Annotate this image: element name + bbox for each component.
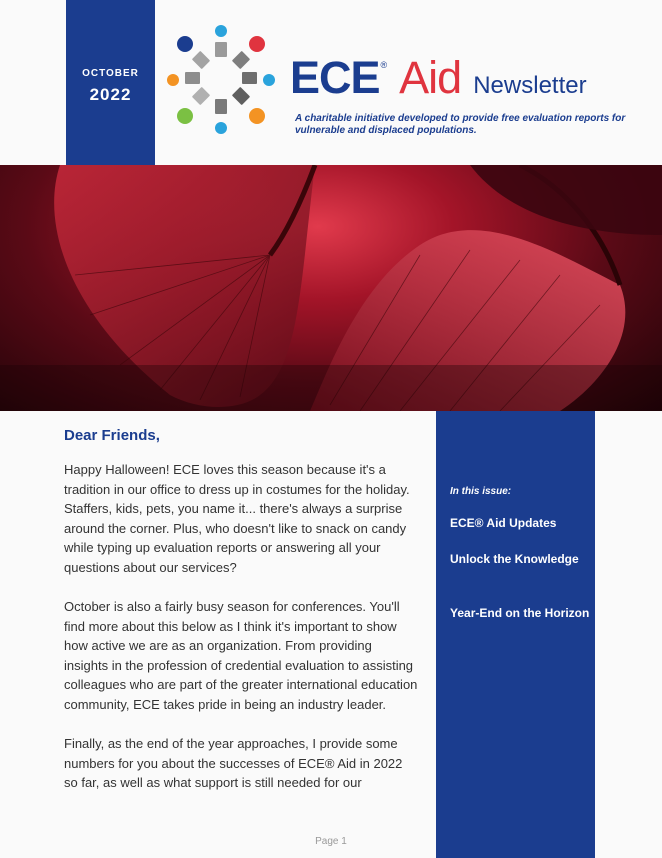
letter-paragraph: Happy Halloween! ECE loves this season because it's a tradition in our office to dress up in costumes for the holiday. Staffers, kids, pets, you name it... there's always a surprise around the corner. Plus, who doesn't like to snack on candy while typing up evaluation reports or answering all your questions about our services? xyxy=(64,462,410,575)
logo-dot-red xyxy=(249,36,265,52)
logo-dot-orange-right xyxy=(249,108,265,124)
issue-year: 2022 xyxy=(89,85,132,104)
in-this-issue-label: In this issue: xyxy=(450,486,512,497)
issue-link-aid-updates[interactable]: ECE® Aid Updates xyxy=(450,516,557,530)
brand-ece: ECE xyxy=(290,52,380,103)
in-this-issue-sidebar xyxy=(436,411,595,858)
logo-dot-blue-right xyxy=(263,74,275,86)
letter-greeting: Dear Friends, xyxy=(64,427,160,444)
issue-month: OCTOBER xyxy=(82,68,139,79)
letter-paragraph: Finally, as the end of the year approaches, I provide some numbers for you about the successes of ECE® Aid in 2022 so far, as well as what support is still needed for our xyxy=(64,736,403,790)
logo-dot-blue-top xyxy=(215,25,227,37)
logo-dot-navy xyxy=(177,36,193,52)
page-number: Page 1 xyxy=(315,836,347,847)
brand-newsletter: Newsletter xyxy=(473,72,587,99)
brand-wordmark xyxy=(290,52,587,106)
hero-image-ginkgo-leaves xyxy=(0,165,662,411)
editor-letter xyxy=(64,425,418,813)
upper-right-leaf xyxy=(470,165,662,235)
letter-paragraph: October is also a fairly busy season for conferences. You'll find more about this below as I think it's important to show how active we are as an organization. From providing insights in the profession of credential evaluation to assisting colleagues who are part of the greater international education community, ECE takes pride in being an industry leader. xyxy=(64,599,418,712)
issue-link-unlock-knowledge[interactable]: Unlock the Knowledge xyxy=(450,552,579,566)
logo-dot-blue-bottom xyxy=(215,122,227,134)
logo-dot-orange-left xyxy=(167,74,179,86)
issue-link-year-end[interactable]: Year-End on the Horizon xyxy=(450,606,590,620)
brand-aid: Aid xyxy=(399,52,462,103)
logo-dot-green xyxy=(177,108,193,124)
brand-registered-mark: ® xyxy=(380,60,388,70)
date-band xyxy=(66,0,155,165)
ece-aid-logo-mark xyxy=(165,22,277,134)
ginkgo-leaves-illustration xyxy=(0,165,662,411)
tagline: A charitable initiative developed to provide free evaluation reports for vulnerable and displaced populations. xyxy=(295,113,626,136)
